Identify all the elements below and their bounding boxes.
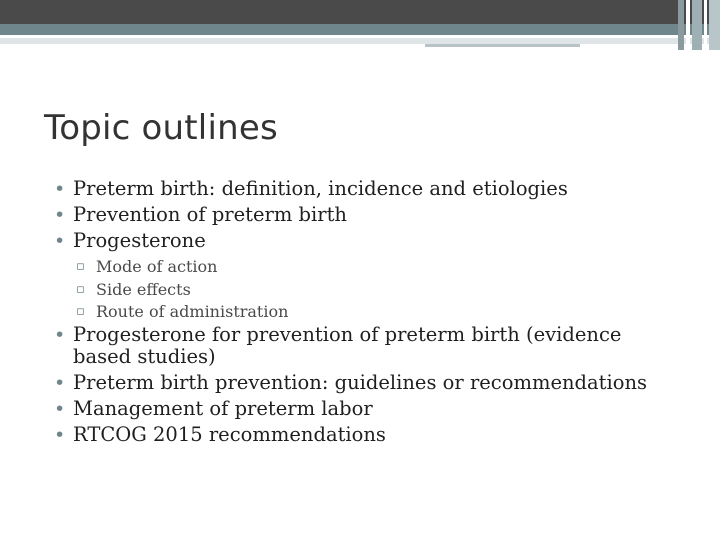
- sub-bullet-text: Mode of action: [96, 257, 218, 276]
- bullet-glyph: •: [54, 398, 66, 420]
- bullet-list: [54, 324, 674, 447]
- bullet-glyph: •: [54, 230, 66, 252]
- bullet-item: [54, 424, 674, 447]
- bullet-text: Preterm birth prevention: guidelines or recommendations: [73, 371, 648, 394]
- bullet-glyph: •: [54, 178, 66, 200]
- slide-body: [54, 178, 674, 450]
- header-band-teal: [0, 24, 720, 35]
- bullet-glyph: •: [54, 424, 66, 446]
- sub-bullet-text: Side effects: [96, 279, 191, 299]
- sub-bullet-glyph: ▫: [76, 259, 85, 274]
- bullet-list: [54, 178, 674, 253]
- bullet-glyph: •: [54, 204, 66, 226]
- bullet-glyph: •: [54, 372, 66, 394]
- bullet-item: [54, 204, 674, 227]
- sub-bullet-item: [54, 256, 674, 279]
- bullet-item: [54, 372, 674, 395]
- slide-title: Topic outlines: [44, 108, 278, 148]
- bullet-item: [54, 324, 674, 369]
- sub-bullet-list: [54, 256, 674, 324]
- sub-bullet-glyph: ▫: [76, 304, 85, 319]
- sub-bullet-item: [54, 301, 674, 324]
- bullet-item: [54, 398, 674, 421]
- header-band-accent: [425, 44, 580, 47]
- bullet-glyph: •: [54, 323, 66, 346]
- bullet-text: Management of preterm labor: [73, 397, 373, 420]
- bullet-text: Prevention of preterm birth: [73, 203, 347, 226]
- bullet-text: RTCOG 2015 recommendations: [73, 423, 386, 446]
- header-band-dark: [0, 0, 720, 24]
- bullet-text: Progesterone: [73, 229, 206, 252]
- bullet-text: Progesterone for prevention of preterm birth (evidence based studies): [73, 322, 622, 368]
- bullet-text: Preterm birth: definition, incidence and etiologies: [73, 177, 568, 200]
- bullet-item: [54, 230, 674, 253]
- sub-bullet-item: [54, 279, 674, 302]
- header-band-light: [0, 38, 720, 44]
- sub-bullet-glyph: ▫: [76, 281, 85, 297]
- header-vertical-bars: [678, 0, 720, 50]
- sub-bullet-text: Route of administration: [96, 302, 289, 321]
- bullet-item: [54, 178, 674, 201]
